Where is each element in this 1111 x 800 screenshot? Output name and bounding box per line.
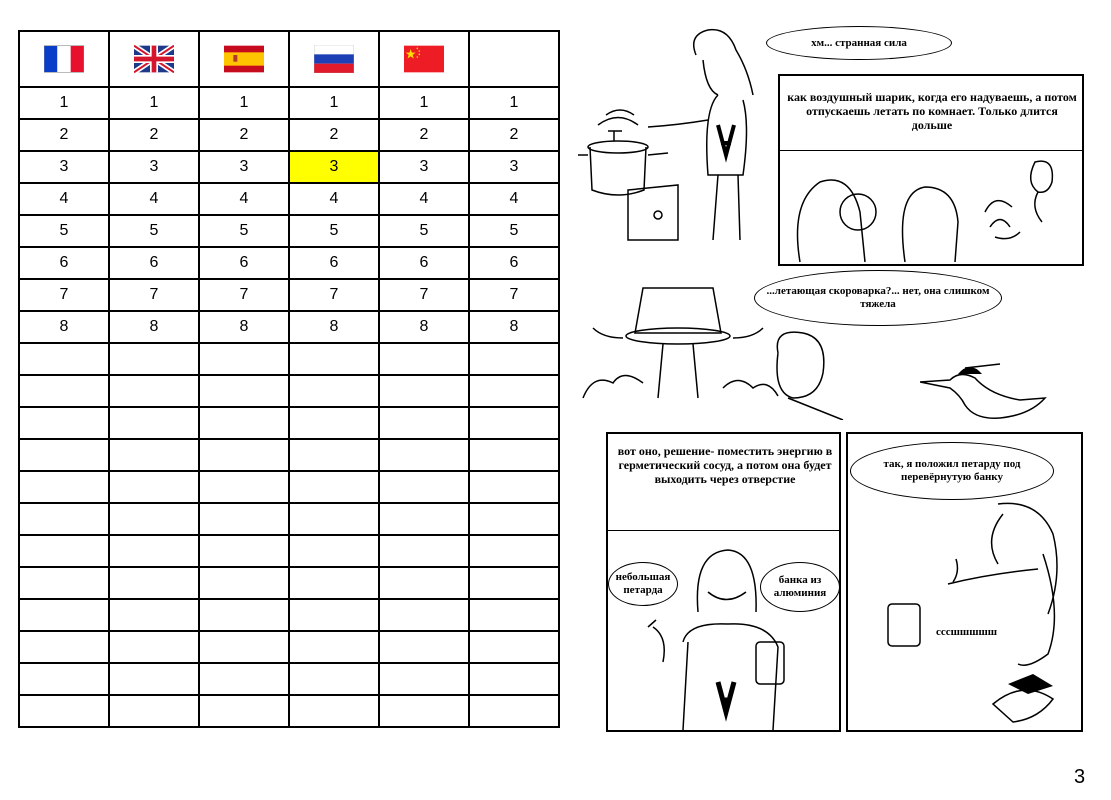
empty-cell bbox=[199, 439, 289, 471]
character-lighting-firecracker-illustration bbox=[848, 494, 1081, 730]
empty-cell bbox=[469, 471, 559, 503]
table-cell: 3 bbox=[469, 151, 559, 183]
empty-cell bbox=[199, 663, 289, 695]
table-cell: 3 bbox=[109, 151, 199, 183]
flag-uk-icon bbox=[134, 45, 174, 73]
empty-cell bbox=[469, 407, 559, 439]
empty-cell bbox=[199, 503, 289, 535]
table-cell: 4 bbox=[469, 183, 559, 215]
empty-cell bbox=[469, 343, 559, 375]
empty-cell bbox=[469, 567, 559, 599]
empty-table-row bbox=[19, 343, 559, 375]
flag-cell bbox=[289, 31, 379, 87]
comic-panel-2 bbox=[778, 74, 1084, 266]
empty-cell bbox=[289, 375, 379, 407]
empty-cell bbox=[289, 439, 379, 471]
empty-table-row bbox=[19, 663, 559, 695]
table-cell: 6 bbox=[19, 247, 109, 279]
highlighted-cell: 3 bbox=[289, 151, 379, 183]
table-row bbox=[19, 183, 559, 215]
empty-cell bbox=[469, 695, 559, 727]
empty-cell bbox=[19, 471, 109, 503]
empty-cell bbox=[379, 663, 469, 695]
table-row bbox=[19, 215, 559, 247]
empty-cell bbox=[199, 343, 289, 375]
empty-cell bbox=[199, 695, 289, 727]
table-cell: 1 bbox=[19, 87, 109, 119]
empty-cell bbox=[19, 439, 109, 471]
table-cell: 8 bbox=[109, 311, 199, 343]
table-cell: 1 bbox=[289, 87, 379, 119]
page-number: 3 bbox=[1074, 766, 1086, 788]
empty-cell bbox=[109, 503, 199, 535]
table-cell: 6 bbox=[469, 247, 559, 279]
comic-panel-5 bbox=[846, 432, 1083, 732]
table-cell: 7 bbox=[109, 279, 199, 311]
table-cell: 5 bbox=[469, 215, 559, 247]
empty-cell bbox=[199, 631, 289, 663]
empty-cell bbox=[469, 599, 559, 631]
empty-cell bbox=[379, 439, 469, 471]
table-row bbox=[19, 87, 559, 119]
table-row bbox=[19, 151, 559, 183]
empty-cell bbox=[109, 535, 199, 567]
empty-cell bbox=[469, 663, 559, 695]
empty-cell bbox=[289, 631, 379, 663]
empty-cell bbox=[379, 599, 469, 631]
empty-cell bbox=[469, 631, 559, 663]
empty-cell bbox=[199, 567, 289, 599]
table-cell: 4 bbox=[289, 183, 379, 215]
empty-table-row bbox=[19, 439, 559, 471]
empty-cell bbox=[109, 695, 199, 727]
table-cell: 5 bbox=[379, 215, 469, 247]
table-cell: 7 bbox=[379, 279, 469, 311]
table-cell: 8 bbox=[379, 311, 469, 343]
table-cell: 4 bbox=[109, 183, 199, 215]
flag-header-row bbox=[19, 31, 559, 87]
speech-bubble: небольшая петарда bbox=[608, 562, 678, 606]
empty-cell bbox=[289, 567, 379, 599]
empty-cell bbox=[289, 503, 379, 535]
table-cell: 2 bbox=[469, 119, 559, 151]
speech-bubble: банка из алюминия bbox=[760, 562, 840, 612]
empty-table-row bbox=[19, 535, 559, 567]
empty-cell bbox=[19, 503, 109, 535]
flag-france-icon bbox=[44, 45, 84, 73]
empty-cell bbox=[289, 535, 379, 567]
comic-panel-4 bbox=[606, 432, 841, 732]
table-row bbox=[19, 311, 559, 343]
empty-table-row bbox=[19, 631, 559, 663]
table-cell: 2 bbox=[379, 119, 469, 151]
empty-cell bbox=[469, 375, 559, 407]
empty-table-row bbox=[19, 375, 559, 407]
empty-cell bbox=[19, 343, 109, 375]
table-row bbox=[19, 247, 559, 279]
empty-cell bbox=[379, 343, 469, 375]
empty-cell bbox=[19, 375, 109, 407]
table-cell: 8 bbox=[19, 311, 109, 343]
table-cell: 8 bbox=[199, 311, 289, 343]
empty-table-row bbox=[19, 599, 559, 631]
speech-bubble: хм... странная сила bbox=[766, 26, 952, 60]
table-cell: 5 bbox=[19, 215, 109, 247]
empty-cell bbox=[199, 471, 289, 503]
empty-cell bbox=[109, 599, 199, 631]
empty-cell bbox=[19, 631, 109, 663]
table-cell: 2 bbox=[19, 119, 109, 151]
empty-table-row bbox=[19, 407, 559, 439]
flag-cell-empty bbox=[469, 31, 559, 87]
table-cell: 2 bbox=[289, 119, 379, 151]
balloon-illustration bbox=[780, 152, 1082, 264]
table-cell: 7 bbox=[469, 279, 559, 311]
table-cell: 7 bbox=[199, 279, 289, 311]
empty-cell bbox=[19, 407, 109, 439]
empty-cell bbox=[109, 631, 199, 663]
empty-cell bbox=[289, 599, 379, 631]
empty-table-row bbox=[19, 503, 559, 535]
table-cell: 4 bbox=[379, 183, 469, 215]
empty-cell bbox=[109, 567, 199, 599]
empty-cell bbox=[109, 407, 199, 439]
table-cell: 1 bbox=[379, 87, 469, 119]
table-cell: 6 bbox=[289, 247, 379, 279]
empty-cell bbox=[379, 631, 469, 663]
empty-cell bbox=[289, 407, 379, 439]
empty-cell bbox=[289, 663, 379, 695]
panel-caption: как воздушный шарик, когда его надуваешь, а потом отпускаешь летать по комнает. Только длится дольше bbox=[787, 90, 1077, 132]
empty-cell bbox=[199, 375, 289, 407]
empty-cell bbox=[109, 375, 199, 407]
panel-caption: вот оно, решение- поместить энергию в герметический сосуд, а потом она будет выходить через отверстие bbox=[617, 444, 833, 486]
sound-effect: сссшшшшш bbox=[936, 626, 998, 638]
table-row bbox=[19, 279, 559, 311]
empty-cell bbox=[379, 503, 469, 535]
bird-with-cap-illustration bbox=[920, 360, 1050, 430]
table-cell: 5 bbox=[109, 215, 199, 247]
table-cell: 5 bbox=[289, 215, 379, 247]
flag-spain-icon bbox=[224, 45, 264, 73]
empty-cell bbox=[469, 503, 559, 535]
table-cell: 4 bbox=[19, 183, 109, 215]
empty-cell bbox=[199, 599, 289, 631]
empty-cell bbox=[469, 535, 559, 567]
table-row bbox=[19, 119, 559, 151]
table-cell: 7 bbox=[289, 279, 379, 311]
speech-bubble: так, я положил петарду под перевёрнутую банку bbox=[850, 442, 1054, 500]
worksheet-table bbox=[18, 30, 560, 728]
table-cell: 2 bbox=[199, 119, 289, 151]
table-cell: 4 bbox=[199, 183, 289, 215]
empty-cell bbox=[199, 535, 289, 567]
table-cell: 1 bbox=[109, 87, 199, 119]
empty-cell bbox=[289, 343, 379, 375]
table-cell: 8 bbox=[289, 311, 379, 343]
comic-page bbox=[568, 0, 1111, 800]
table-cell: 3 bbox=[19, 151, 109, 183]
empty-cell bbox=[109, 471, 199, 503]
table-cell: 6 bbox=[379, 247, 469, 279]
table-cell: 2 bbox=[109, 119, 199, 151]
table-cell: 6 bbox=[199, 247, 289, 279]
empty-cell bbox=[379, 695, 469, 727]
table-cell: 5 bbox=[199, 215, 289, 247]
empty-cell bbox=[199, 407, 289, 439]
speech-bubble: ...летающая скороварка?... нет, она слишком тяжела bbox=[754, 270, 1002, 326]
table-cell: 1 bbox=[469, 87, 559, 119]
empty-table-row bbox=[19, 695, 559, 727]
empty-cell bbox=[379, 567, 469, 599]
table-cell: 3 bbox=[379, 151, 469, 183]
empty-cell bbox=[19, 663, 109, 695]
empty-cell bbox=[19, 567, 109, 599]
flag-cell bbox=[109, 31, 199, 87]
empty-cell bbox=[19, 599, 109, 631]
empty-cell bbox=[379, 535, 469, 567]
empty-cell bbox=[109, 439, 199, 471]
empty-cell bbox=[19, 695, 109, 727]
table-cell: 1 bbox=[199, 87, 289, 119]
table-cell: 6 bbox=[109, 247, 199, 279]
empty-table-row bbox=[19, 471, 559, 503]
empty-cell bbox=[289, 471, 379, 503]
empty-cell bbox=[379, 375, 469, 407]
empty-cell bbox=[379, 471, 469, 503]
empty-cell bbox=[469, 439, 559, 471]
flag-russia-icon bbox=[314, 45, 354, 73]
empty-cell bbox=[289, 695, 379, 727]
empty-cell bbox=[109, 343, 199, 375]
empty-cell bbox=[109, 663, 199, 695]
table-cell: 7 bbox=[19, 279, 109, 311]
flag-cell bbox=[19, 31, 109, 87]
flag-cell bbox=[199, 31, 289, 87]
table-cell: 3 bbox=[199, 151, 289, 183]
flag-cell bbox=[379, 31, 469, 87]
character-at-stove-illustration bbox=[578, 15, 768, 245]
flag-china-icon bbox=[404, 45, 444, 73]
empty-table-row bbox=[19, 567, 559, 599]
empty-cell bbox=[379, 407, 469, 439]
empty-cell bbox=[19, 535, 109, 567]
table-cell: 8 bbox=[469, 311, 559, 343]
